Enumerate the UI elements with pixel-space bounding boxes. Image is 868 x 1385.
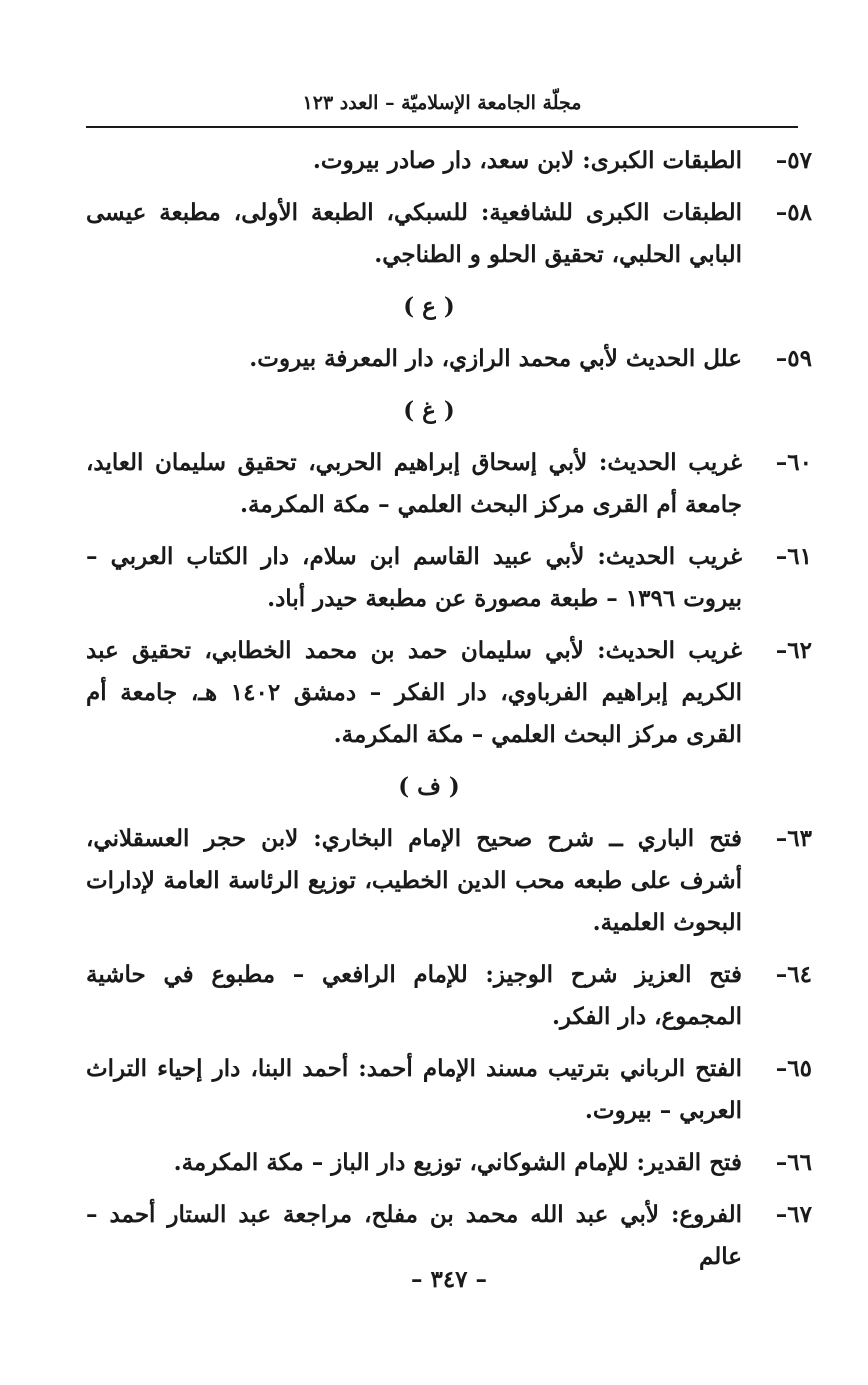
bibliography-list xyxy=(86,140,812,1288)
bibliography-entry xyxy=(86,818,812,944)
entry-number: ٥٧– xyxy=(775,147,812,174)
entry-text: غريب الحديث: لأبي عبيد القاسم ابن سلام، دار الكتاب العربي – بيروت ١٣٩٦ – طبعة مصورة عن مطبعة حيدر أباد. xyxy=(86,543,742,612)
bibliography-entry xyxy=(86,1142,812,1184)
entry-number: ٦٧– xyxy=(775,1201,812,1228)
entry-text: علل الحديث لأبي محمد الرازي، دار المعرفة بيروت. xyxy=(249,345,742,372)
bibliography-entry xyxy=(86,630,812,756)
entry-number: ٥٨– xyxy=(775,199,812,226)
entry-text: الطبقات الكبرى للشافعية: للسبكي، الطبعة الأولى، مطبعة عيسى البابي الحلبي، تحقيق الحلو و الطناجي. xyxy=(86,199,742,268)
entry-number: ٦٣– xyxy=(775,825,812,852)
page-number: – ٣٤٧ – xyxy=(410,1266,488,1293)
bibliography-entry xyxy=(86,338,812,380)
entry-number: ٥٩– xyxy=(775,345,812,372)
entry-text: غريب الحديث: لأبي سليمان حمد بن محمد الخطابي، تحقيق عبد الكريم إبراهيم الفرباوي، دار الفكر – دمشق ١٤٠٢ هـ، جامعة أم القرى مركز البحث العلمي – مكة المكرمة. xyxy=(86,637,742,748)
bibliography-entry xyxy=(86,140,812,182)
entry-text: الفتح الرباني بترتيب مسند الإمام أحمد: أحمد البنا، دار إحياء التراث العربي – بيروت. xyxy=(86,1055,742,1124)
bibliography-entry xyxy=(86,536,812,620)
section-heading: ( ف ) xyxy=(398,773,460,800)
bibliography-entry xyxy=(86,192,812,276)
bibliography-entry xyxy=(86,442,812,526)
entry-text: فتح العزيز شرح الوجيز: للإمام الرافعي – مطبوع في حاشية المجموع، دار الفكر. xyxy=(86,961,742,1030)
entry-number: ٦٥– xyxy=(775,1055,812,1082)
entry-text: الطبقات الكبرى: لابن سعد، دار صادر بيروت. xyxy=(312,147,742,174)
entry-text: فتح الباري ــ شرح صحيح الإمام البخاري: لابن حجر العسقلاني، أشرف على طبعه محب الدين الخطيب، توزيع الرئاسة العامة لإدارات البحوث العلمية. xyxy=(86,825,742,936)
running-header: مجلّة الجامعة الإسلاميّة – العدد ١٢٣ xyxy=(302,92,582,114)
entry-number: ٦٢– xyxy=(775,637,812,664)
section-heading: ( غ ) xyxy=(403,397,455,424)
header-divider xyxy=(86,126,798,128)
section-heading: ( ع ) xyxy=(403,293,455,320)
entry-text: غريب الحديث: لأبي إسحاق إبراهيم الحربي، تحقيق سليمان العايد، جامعة أم القرى مركز البحث العلمي – مكة المكرمة. xyxy=(86,449,742,518)
entry-number: ٦٤– xyxy=(775,961,812,988)
entry-number: ٦٠– xyxy=(775,449,812,476)
bibliography-entry xyxy=(86,954,812,1038)
entry-number: ٦١– xyxy=(775,543,812,570)
entry-text: الفروع: لأبي عبد الله محمد بن مفلح، مراجعة عبد الستار أحمد – عالم xyxy=(86,1201,742,1270)
entry-number: ٦٦– xyxy=(775,1149,812,1176)
bibliography-entry xyxy=(86,1048,812,1132)
entry-text: فتح القدير: للإمام الشوكاني، توزيع دار الباز – مكة المكرمة. xyxy=(173,1149,742,1176)
